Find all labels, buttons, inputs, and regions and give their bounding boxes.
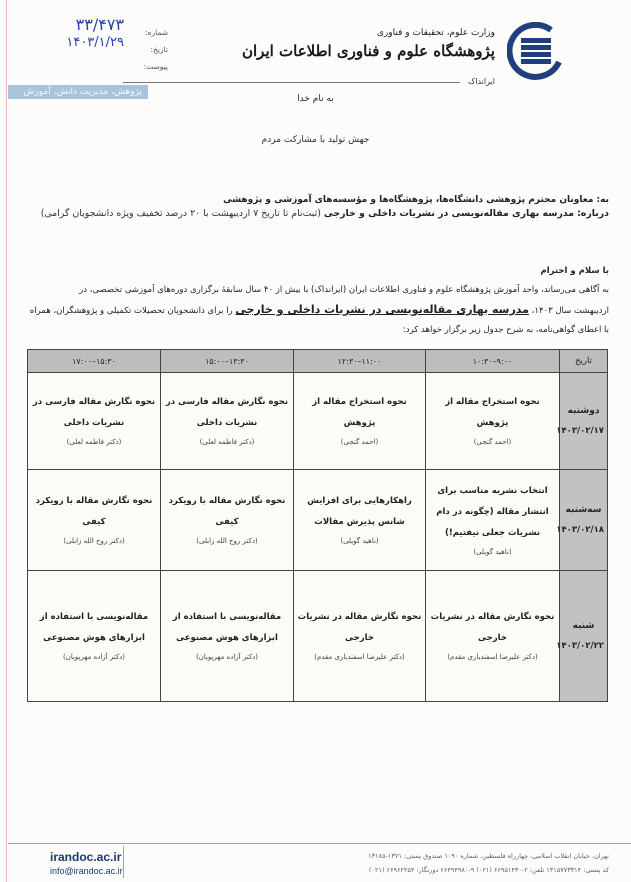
session-title: انتخاب نشریه مناسب برای انتشار مقاله (چگونه در دام نشریات جعلی نیفتیم!): [436, 485, 549, 538]
letter-meta-values: [52, 16, 124, 53]
addressee: به: معاونان محترم پژوهشی دانشگاه‌ها، پژوهشگاه‌ها و مؤسسه‌های آموزشی و پژوهشی: [223, 195, 609, 205]
session-cell: [294, 373, 426, 470]
schedule-table: [27, 349, 608, 702]
session-cell: [28, 373, 161, 470]
footer-separator: [123, 846, 124, 878]
brand-name: ایرانداک: [468, 77, 495, 86]
table-row: [28, 373, 608, 470]
email-link[interactable]: info@irandoc.ac.ir: [50, 866, 123, 876]
paragraph-line-2-start: اردیبهشت سال ۱۴۰۳،: [531, 306, 609, 316]
session-teacher: (دکتر فاطمه لعلی): [199, 438, 255, 446]
session-teacher: (احمد گنجی): [340, 438, 379, 446]
header-slot-4: ۱۵:۳۰–۱۷:۰۰: [28, 350, 161, 373]
session-title: نحوه نگارش مقاله فارسی در نشریات داخلی: [32, 397, 156, 428]
irandoc-logo-icon: [507, 22, 565, 80]
letter-body: [19, 262, 609, 340]
margin-line: [6, 0, 7, 882]
paragraph-line-3: با اعطای گواهی‌نامه، به شرح جدول زیر برگزار خواهد کرد:: [402, 325, 609, 335]
session-cell: [426, 571, 560, 702]
day-name: دوشنبه: [567, 406, 600, 416]
ministry-name: وزارت علوم، تحقیقات و فناوری: [376, 28, 495, 38]
session-title: نحوه نگارش مقاله با رویکرد کیفی: [35, 496, 153, 527]
day-name: سه‌شنبه: [565, 505, 602, 515]
footer-address: تهران، خیابان انقلاب اسلامی، چهارراه فلسطین، شماره ۱۰۹۰ صندوق پستی: ۱۳۷۱-۱۳۱۸۵: [368, 852, 609, 860]
session-cell: [426, 373, 560, 470]
table-row: [28, 571, 608, 702]
subject-label: درباره:: [577, 208, 609, 219]
session-title: نحوه نگارش مقاله در نشریات خارجی: [297, 612, 422, 643]
website-link[interactable]: irandoc.ac.ir: [50, 850, 122, 864]
header-date: تاریخ: [560, 350, 608, 373]
session-cell: [161, 373, 294, 470]
footer-divider: [8, 843, 631, 844]
subject-main: مدرسه بهاری مقاله‌نویسی در نشریات داخلی و خارجی: [323, 208, 575, 219]
session-teacher: (دکتر آزاده مهرپویان): [195, 653, 258, 661]
header-slot-2: ۱۱:۰۰–۱۲:۳۰: [294, 350, 426, 373]
session-teacher: (دکتر علیرضا اسفندیاری مقدم): [314, 653, 405, 661]
bismillah: به نام خدا: [297, 94, 334, 104]
session-cell: [28, 470, 161, 571]
day-cell: [556, 571, 608, 702]
session-cell: [161, 470, 294, 571]
institute-name: پژوهشگاه علوم و فناوری اطلاعات ایران: [241, 42, 495, 60]
session-cell: [294, 571, 426, 702]
day-cell: [556, 470, 608, 571]
session-title: نحوه استخراج مقاله از پژوهش: [312, 397, 407, 428]
session-title: نحوه نگارش مقاله با رویکرد کیفی: [168, 496, 286, 527]
footer-contact: کد پستی: ۱۳۱۵۷۷۳۳۱۴ تلفن: ۲-۶۶۹۵۱۴۳۰ (۰۲۱) ۹-۶۶۴۹۴۹۸۰ دورنگار: ۶۶۹۶۲۲۵۴ (۰۲۱): [368, 866, 609, 874]
year-slogan: جهش تولید با مشارکت مردم: [261, 135, 370, 145]
program-title-highlight: مدرسه بهاری مقاله‌نویسی در نشریات داخلی و خارجی: [235, 303, 529, 316]
paragraph-line-2-end: را برای دانشجویان تحصیلات تکمیلی و پژوهشگران، همراه: [29, 306, 233, 316]
paragraph-line-2: [19, 300, 609, 321]
day-date: ۱۴۰۳/۰۲/۱۷: [556, 426, 604, 436]
letter-meta-labels: [128, 24, 168, 75]
number-label: شماره:: [145, 28, 168, 37]
department-band: پژوهش، مدیریت دانش، آموزش: [8, 85, 148, 99]
session-teacher: (دکتر روح الله زابلی): [63, 537, 125, 545]
session-teacher: (دکتر علیرضا اسفندیاری مقدم): [447, 653, 538, 661]
session-cell: [28, 571, 161, 702]
header-slot-1: ۹:۰۰–۱۰:۳۰: [426, 350, 560, 373]
session-title: نحوه استخراج مقاله از پژوهش: [445, 397, 540, 428]
letter-number: ۳۳/۴۷۳: [75, 15, 124, 34]
session-title: نحوه نگارش مقاله فارسی در نشریات داخلی: [165, 397, 289, 428]
day-date: ۱۴۰۳/۰۲/۲۲: [556, 641, 604, 651]
session-title: نحوه نگارش مقاله در نشریات خارجی: [430, 612, 555, 643]
subject-note: (ثبت‌نام تا تاریخ ۷ اردیبهشت با ۲۰ درصد تخفیف ویژه دانشجویان گرامی): [40, 208, 321, 219]
session-cell: [161, 571, 294, 702]
session-teacher: (دکتر روح الله زابلی): [196, 537, 258, 545]
header-divider: [123, 82, 460, 83]
session-teacher: (دکتر آزاده مهرپویان): [62, 653, 125, 661]
day-date: ۱۴۰۳/۰۲/۱۸: [556, 525, 604, 535]
session-teacher: (احمد گنجی): [473, 438, 512, 446]
session-teacher: (ناهید گویلی): [340, 537, 379, 545]
session-title: مقاله‌نویسی با استفاده از ابزارهای هوش مصنوعی: [172, 612, 282, 643]
session-teacher: (دکتر فاطمه لعلی): [66, 438, 122, 446]
letter-date: ۱۴۰۳/۱/۲۹: [66, 35, 124, 50]
schedule-header-row: [28, 350, 608, 373]
table-row: [28, 470, 608, 571]
session-title: مقاله‌نویسی با استفاده از ابزارهای هوش مصنوعی: [39, 612, 149, 643]
paragraph-line-1: به آگاهی می‌رساند، واحد آموزش پژوهشگاه علوم و فناوری اطلاعات ایران (ایرانداک) با بیش از ۴۰ سال سابقهٔ برگزاری دوره‌های آموزشی تخصصی، در: [79, 285, 609, 295]
session-cell: [294, 470, 426, 571]
session-cell: [426, 470, 560, 571]
date-label: تاریخ:: [150, 45, 168, 54]
session-title: راهکارهایی برای افزایش شانس پذیرش مقالات: [307, 496, 412, 527]
attachment-label: پیوست:: [143, 62, 168, 71]
greeting: با سلام و احترام: [540, 266, 609, 276]
subject-line: [41, 208, 609, 219]
day-cell: [556, 373, 608, 470]
session-teacher: (ناهید گویلی): [473, 547, 512, 556]
day-name: شنبه: [572, 621, 595, 631]
header-slot-3: ۱۳:۳۰–۱۵:۰۰: [161, 350, 294, 373]
